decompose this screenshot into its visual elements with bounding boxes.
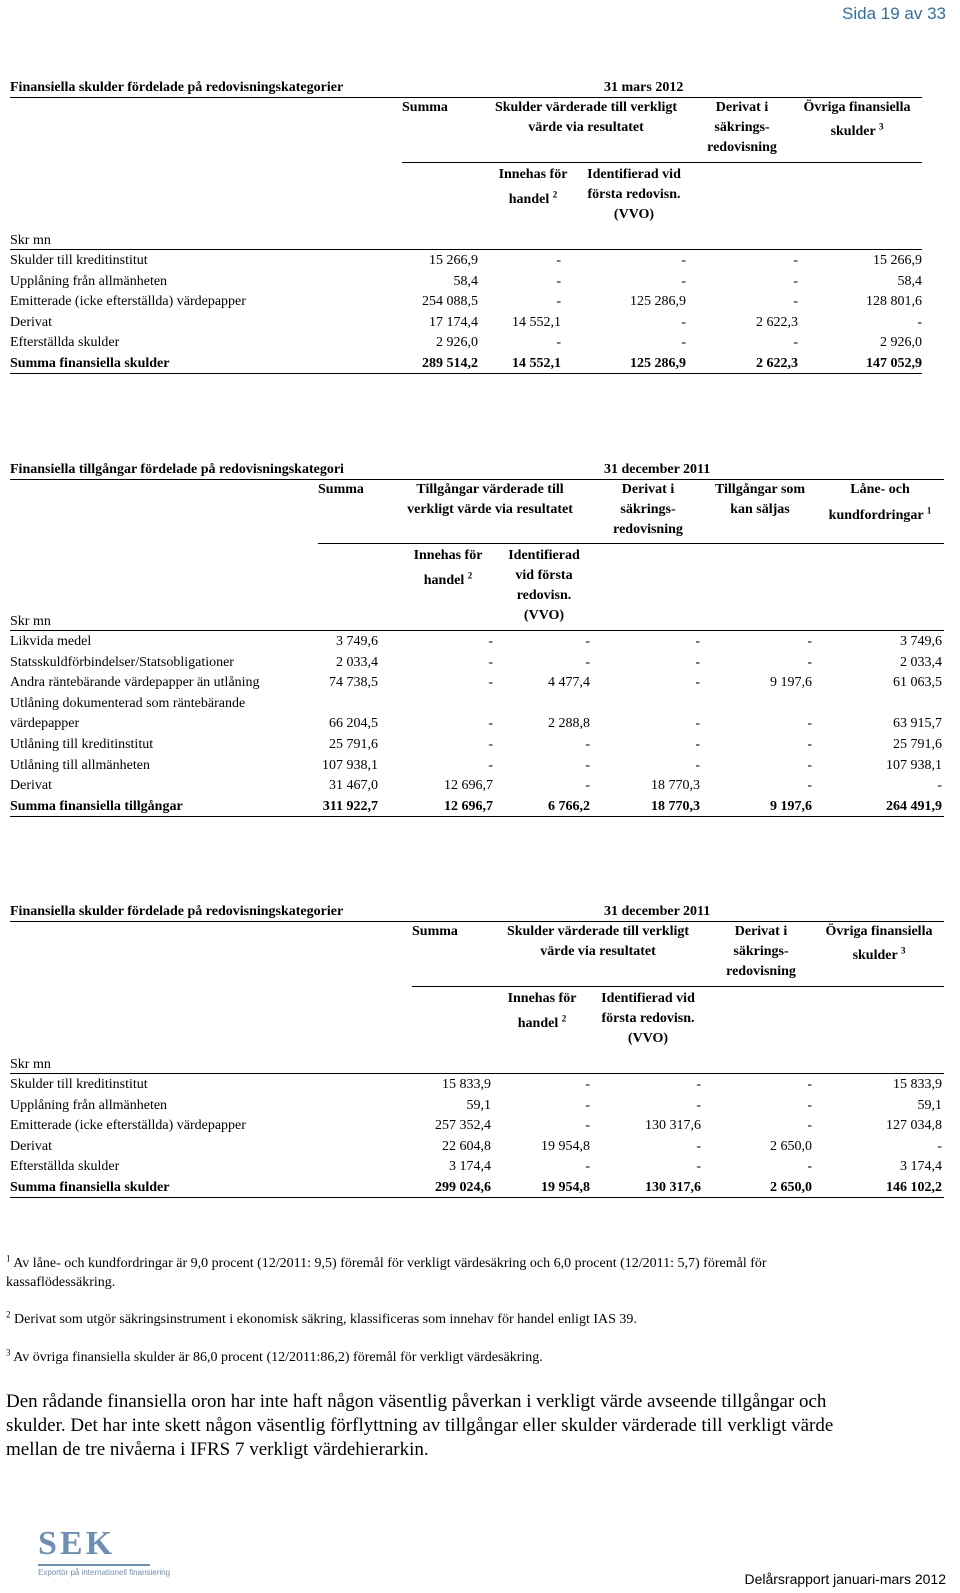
cell-value: - bbox=[696, 1138, 701, 1154]
cell-value: 257 352,4 bbox=[435, 1118, 491, 1134]
cell-value: 128 801,6 bbox=[866, 294, 922, 310]
row-label: Utlåning dokumenterad som räntebärande bbox=[10, 695, 246, 711]
row-label: Efterställda skulder bbox=[10, 1159, 120, 1175]
sub-header-trade: Innehas för handel $^2$ bbox=[507, 991, 577, 1031]
cell-value: - bbox=[681, 253, 686, 268]
row-label: Skulder till kreditinstitut bbox=[10, 1077, 148, 1092]
col-header-derivat: Derivat i säkrings- redovisning bbox=[726, 924, 796, 979]
cell-value: 9 197,6 bbox=[770, 675, 812, 691]
cell-value: 25 791,6 bbox=[329, 737, 378, 752]
cell-value: - bbox=[695, 737, 700, 752]
cell-value: - bbox=[695, 634, 700, 649]
total-value: 2 650,0 bbox=[770, 1180, 812, 1195]
cell-value: 3 749,6 bbox=[336, 634, 378, 649]
footnote-1: $^1$ Av låne- och kundfordringar är 9,0 procent (12/2011: 9,5) föremål för verkligt värdesäkring och 6,0 procent (12/2011: 5,7) föremål för bbox=[6, 1253, 767, 1271]
cell-value: - bbox=[793, 335, 798, 351]
cell-value: - bbox=[695, 757, 700, 773]
cell-value: 19 954,8 bbox=[541, 1138, 590, 1154]
row-label: Emitterade (icke efterställda) värdepapper bbox=[10, 1118, 246, 1134]
cell-value: 2 926,0 bbox=[436, 335, 478, 351]
row-label: Skulder till kreditinstitut bbox=[10, 253, 148, 268]
cell-value: - bbox=[488, 737, 493, 752]
cell-value: 17 174,4 bbox=[429, 314, 478, 330]
total-value: 264 491,9 bbox=[886, 798, 942, 814]
sek-logo: SEK Exportör på internationell finansiering bbox=[38, 1525, 171, 1577]
cell-value: - bbox=[695, 675, 700, 691]
cell-value: 18 770,3 bbox=[651, 778, 700, 794]
cell-value: - bbox=[488, 634, 493, 649]
total-label: Summa finansiella skulder bbox=[10, 356, 170, 371]
sub-header-trade: Innehas för handel $^2$ bbox=[498, 167, 568, 207]
paragraph-line: Den rådande finansiella oron har inte haft någon väsentlig påverkan i verkligt värde avseende tillgångar och bbox=[6, 1391, 827, 1412]
cell-value: - bbox=[937, 1138, 942, 1154]
cell-value: - bbox=[807, 737, 812, 752]
cell-value: - bbox=[696, 1077, 701, 1092]
cell-value: - bbox=[937, 778, 942, 794]
row-label: Likvida medel bbox=[10, 634, 92, 649]
col-header-derivat: Derivat i säkrings- redovisning bbox=[707, 100, 777, 155]
unit-label: Skr mn bbox=[10, 1057, 51, 1072]
total-value: 6 766,2 bbox=[548, 798, 590, 814]
cell-value: - bbox=[585, 1077, 590, 1092]
cell-value: 58,4 bbox=[453, 273, 478, 289]
sub-header-ident: Identifierad vid första redovisn. (VVO) bbox=[587, 167, 681, 222]
total-value: 18 770,3 bbox=[651, 798, 700, 814]
row-label: Statsskuldförbindelser/Statsobligationer bbox=[10, 654, 234, 670]
cell-value: - bbox=[793, 294, 798, 310]
cell-value: - bbox=[585, 1159, 590, 1175]
cell-value: 3 174,4 bbox=[900, 1159, 942, 1175]
total-value: 2 622,3 bbox=[756, 356, 798, 371]
cell-value: - bbox=[807, 757, 812, 773]
cell-value: - bbox=[488, 716, 493, 732]
total-value: 299 024,6 bbox=[435, 1180, 491, 1195]
total-label: Summa finansiella skulder bbox=[10, 1180, 170, 1195]
footnote-3: $^3$ Av övriga finansiella skulder är 86,0 procent (12/2011:86,2) föremål för verkligt värdesäkring. bbox=[6, 1347, 543, 1365]
report-label: Delårsrapport januari-mars 2012 bbox=[744, 1571, 946, 1587]
total-value: 147 052,9 bbox=[866, 356, 922, 371]
cell-value: 15 266,9 bbox=[873, 253, 922, 268]
cell-value: - bbox=[681, 314, 686, 330]
row-label: Utlåning till allmänheten bbox=[10, 757, 150, 773]
cell-value: 3 749,6 bbox=[900, 634, 942, 649]
cell-value: 107 938,1 bbox=[886, 757, 942, 773]
cell-value: - bbox=[585, 634, 590, 649]
table-date: 31 mars 2012 bbox=[604, 80, 684, 95]
cell-value: - bbox=[807, 634, 812, 649]
cell-value: - bbox=[556, 335, 561, 351]
total-value: 289 514,2 bbox=[422, 356, 478, 371]
cell-value: 130 317,6 bbox=[645, 1118, 701, 1134]
table-title: Finansiella skulder fördelade på redovisningskategorier bbox=[10, 80, 344, 95]
total-value: 12 696,7 bbox=[444, 798, 493, 814]
page-number: Sida 19 av 33 bbox=[842, 4, 946, 23]
cell-value: - bbox=[695, 654, 700, 670]
row-label: Efterställda skulder bbox=[10, 335, 120, 351]
cell-value: - bbox=[488, 654, 493, 670]
cell-value: - bbox=[585, 1097, 590, 1113]
cell-value: - bbox=[696, 1159, 701, 1175]
footnote-2: $^2$ Derivat som utgör säkringsinstrument i ekonomisk säkring, klassificeras som innehav för handel enligt IAS 39. bbox=[6, 1309, 637, 1327]
cell-value: - bbox=[696, 1097, 701, 1113]
cell-value: 15 833,9 bbox=[893, 1077, 942, 1092]
cell-value: - bbox=[793, 253, 798, 268]
sub-header-ident: Identifierad vid första redovisn. (VVO) bbox=[508, 548, 580, 623]
cell-value: 2 926,0 bbox=[880, 335, 922, 351]
cell-value: 22 604,8 bbox=[442, 1138, 491, 1154]
table-date: 31 december 2011 bbox=[604, 904, 711, 919]
unit-label: Skr mn bbox=[10, 233, 51, 248]
cell-value: - bbox=[917, 314, 922, 330]
cell-value: - bbox=[556, 273, 561, 289]
cell-value: 2 033,4 bbox=[336, 654, 378, 670]
cell-value: - bbox=[585, 737, 590, 752]
col-header-other: Övriga finansiella skulder $^3$ bbox=[803, 100, 911, 139]
cell-value: - bbox=[585, 757, 590, 773]
col-header-derivat: Derivat i säkrings- redovisning bbox=[613, 482, 683, 537]
cell-value: 59,1 bbox=[917, 1097, 942, 1113]
cell-value: 59,1 bbox=[466, 1097, 491, 1113]
total-value: 146 102,2 bbox=[886, 1180, 942, 1195]
cell-value: 2 622,3 bbox=[756, 314, 798, 330]
row-label: Upplåning från allmänheten bbox=[10, 273, 168, 289]
col-header-afs: Tillgångar som kan säljas bbox=[714, 482, 806, 517]
sub-header-trade: Innehas för handel $^2$ bbox=[413, 548, 483, 588]
cell-value: 74 738,5 bbox=[329, 675, 378, 691]
total-value: 9 197,6 bbox=[770, 798, 812, 814]
row-label: Derivat bbox=[10, 1138, 52, 1154]
cell-value: - bbox=[807, 654, 812, 670]
col-header-other: Övriga finansiella skulder $^3$ bbox=[825, 924, 933, 963]
total-value: 19 954,8 bbox=[541, 1180, 590, 1195]
cell-value: - bbox=[807, 716, 812, 732]
total-value: 311 922,7 bbox=[322, 798, 378, 814]
cell-value: - bbox=[585, 1118, 590, 1134]
cell-value: - bbox=[807, 1118, 812, 1134]
cell-value: - bbox=[807, 1097, 812, 1113]
total-value: 125 286,9 bbox=[630, 356, 686, 371]
cell-value: 15 266,9 bbox=[429, 253, 478, 268]
table-title: Finansiella tillgångar fördelade på redovisningskategori bbox=[10, 462, 344, 477]
cell-value: 3 174,4 bbox=[449, 1159, 491, 1175]
total-value: 130 317,6 bbox=[645, 1180, 701, 1195]
cell-value: - bbox=[681, 273, 686, 289]
cell-value: 125 286,9 bbox=[630, 294, 686, 310]
table-title: Finansiella skulder fördelade på redovisningskategorier bbox=[10, 904, 344, 919]
col-header-loans: Låne- och kundfordringar $^1$ bbox=[828, 482, 932, 523]
cell-value: 58,4 bbox=[897, 273, 922, 289]
cell-value: 25 791,6 bbox=[893, 737, 942, 752]
cell-value: - bbox=[556, 253, 561, 268]
col-header-sum: Summa bbox=[412, 924, 458, 939]
cell-value: - bbox=[681, 335, 686, 351]
col-header-sum: Summa bbox=[402, 100, 448, 115]
cell-value: 15 833,9 bbox=[442, 1077, 491, 1092]
cell-value: 61 063,5 bbox=[893, 675, 942, 691]
cell-value: 2 033,4 bbox=[900, 654, 942, 670]
unit-label: Skr mn bbox=[10, 614, 51, 629]
cell-value: 31 467,0 bbox=[329, 778, 378, 794]
row-label: Derivat bbox=[10, 314, 52, 330]
cell-value: - bbox=[793, 273, 798, 289]
cell-value: 66 204,5 bbox=[329, 716, 378, 732]
paragraph-line: skulder. Det har inte skett någon väsentlig förflyttning av tillgångar eller skulder värderade till verkligt värde bbox=[6, 1415, 834, 1436]
col-header-sum: Summa bbox=[318, 482, 364, 497]
cell-value: - bbox=[488, 757, 493, 773]
cell-value: - bbox=[585, 778, 590, 794]
cell-value: 14 552,1 bbox=[512, 314, 561, 330]
table-date: 31 december 2011 bbox=[604, 462, 711, 477]
col-header-group: Skulder värderade till verkligt värde via resultatet bbox=[494, 100, 678, 135]
paragraph-line: mellan de tre nivåerna i IFRS 7 verkligt värdehierarkin. bbox=[6, 1439, 429, 1460]
cell-value: - bbox=[488, 675, 493, 691]
cell-value: 63 915,7 bbox=[893, 716, 942, 732]
footnote-1-cont: kassaflödessäkring. bbox=[6, 1275, 116, 1290]
cell-value: - bbox=[556, 294, 561, 310]
total-label: Summa finansiella tillgångar bbox=[10, 798, 183, 814]
cell-value: - bbox=[807, 1077, 812, 1092]
cell-value: - bbox=[695, 716, 700, 732]
col-header-group: Skulder värderade till verkligt värde via resultatet bbox=[506, 924, 690, 959]
cell-value: 254 088,5 bbox=[422, 294, 478, 310]
total-value: 14 552,1 bbox=[512, 356, 561, 371]
row-label: Upplåning från allmänheten bbox=[10, 1097, 168, 1113]
row-label: värdepapper bbox=[10, 716, 80, 732]
cell-value: - bbox=[807, 778, 812, 794]
row-label: Derivat bbox=[10, 778, 52, 794]
col-header-group: Tillgångar värderade till verkligt värde via resultatet bbox=[407, 482, 573, 517]
cell-value: 2 288,8 bbox=[548, 716, 590, 732]
cell-value: 4 477,4 bbox=[548, 675, 590, 691]
cell-value: - bbox=[585, 654, 590, 670]
cell-value: 12 696,7 bbox=[444, 778, 493, 794]
row-label: Utlåning till kreditinstitut bbox=[10, 737, 154, 752]
sub-header-ident: Identifierad vid första redovisn. (VVO) bbox=[601, 991, 695, 1046]
row-label: Emitterade (icke efterställda) värdepapper bbox=[10, 294, 246, 310]
cell-value: 127 034,8 bbox=[886, 1118, 942, 1134]
cell-value: 2 650,0 bbox=[770, 1138, 812, 1154]
cell-value: 107 938,1 bbox=[322, 757, 378, 773]
cell-value: - bbox=[807, 1159, 812, 1175]
row-label: Andra räntebärande värdepapper än utlåning bbox=[10, 675, 260, 691]
